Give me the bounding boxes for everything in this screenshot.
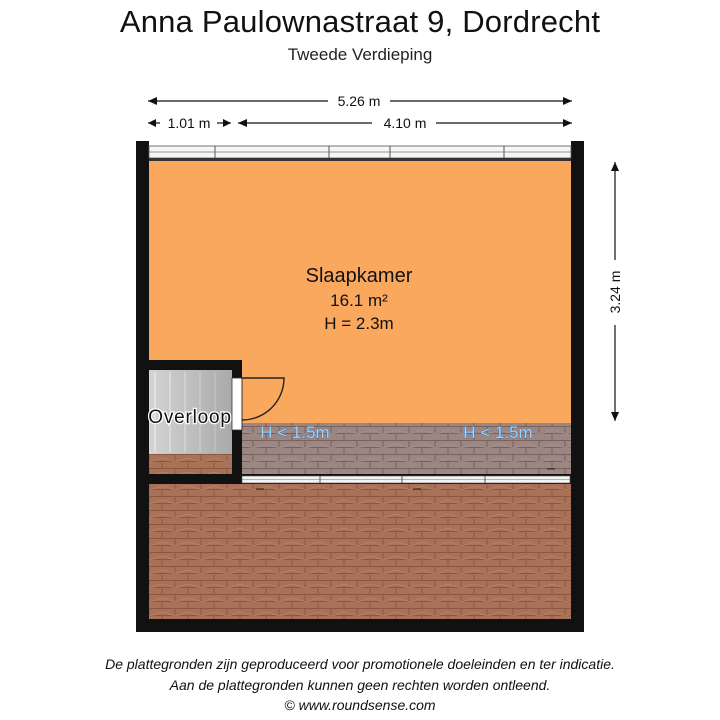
dimension-right-width xyxy=(238,115,572,131)
dimension-total-width xyxy=(148,93,572,109)
room-name-slaapkamer: Slaapkamer xyxy=(305,265,413,287)
dimension-height xyxy=(607,162,623,421)
top-window xyxy=(149,146,571,161)
roof-lower xyxy=(149,484,571,619)
room-height-slaapkamer: H = 2.3m xyxy=(324,314,394,333)
plan-title: Anna Paulownastraat 9, Dordrecht xyxy=(119,4,601,39)
disclaimer-line-2: Aan de plattegronden kunnen geen rechten worden ontleend. xyxy=(169,677,551,693)
middle-window xyxy=(136,474,584,484)
dimension-label-left: 1.01 m xyxy=(167,115,211,131)
dimension-left-width xyxy=(148,115,231,131)
dimension-label-height: 3.24 m xyxy=(607,270,623,314)
room-name-overloop: Overloop xyxy=(148,407,232,428)
dimension-label-right: 4.10 m xyxy=(383,115,427,131)
height-note-right: H < 1.5m xyxy=(463,423,533,442)
floor-subtitle: Tweede Verdieping xyxy=(287,45,433,64)
copyright-link[interactable]: © www.roundsense.com xyxy=(284,697,436,713)
disclaimer-line-1: De plattegronden zijn geproduceerd voor promotionele doeleinden en ter indicatie. xyxy=(105,656,615,672)
height-note-left: H < 1.5m xyxy=(260,423,330,442)
dimension-label-total: 5.26 m xyxy=(337,93,381,109)
room-area-slaapkamer: 16.1 m² xyxy=(330,291,388,310)
